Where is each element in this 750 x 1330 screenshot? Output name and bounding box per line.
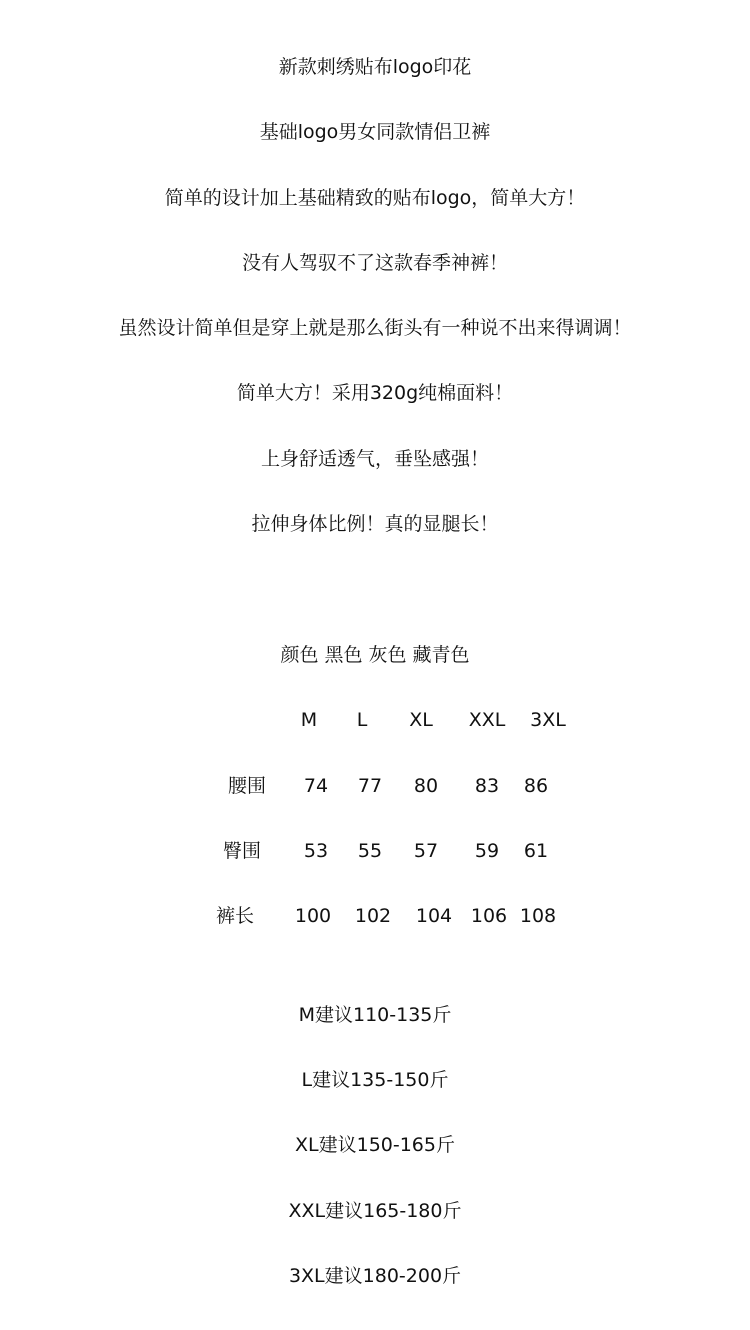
hip-3xl: 61 <box>523 840 549 862</box>
recommendation-l: L建议135-150斤 <box>301 1069 449 1091</box>
intro-line-1: 新款刺绣贴布logo印花 <box>278 56 472 78</box>
hip-xl: 57 <box>413 840 439 862</box>
intro-line-6: 简单大方！采用320g纯棉面料！ <box>236 382 514 404</box>
waist-3xl: 86 <box>523 775 549 797</box>
length-l: 102 <box>354 905 392 927</box>
size-header-xl: XL <box>409 709 433 731</box>
recommendation-xxl: XXL建议165-180斤 <box>288 1200 462 1222</box>
waist-m: 74 <box>303 775 329 797</box>
row-label-length: 裤长 <box>215 905 255 927</box>
waist-xxl: 83 <box>474 775 500 797</box>
length-3xl: 108 <box>519 905 557 927</box>
intro-line-2: 基础logo男女同款情侣卫裤 <box>259 121 491 143</box>
waist-l: 77 <box>357 775 383 797</box>
intro-line-3: 简单的设计加上基础精致的贴布logo，简单大方！ <box>164 187 586 209</box>
row-label-hip: 臀围 <box>222 840 262 862</box>
recommendation-3xl: 3XL建议180-200斤 <box>288 1265 462 1287</box>
size-header-m: M <box>300 709 318 731</box>
length-m: 100 <box>294 905 332 927</box>
waist-xl: 80 <box>413 775 439 797</box>
recommendation-xl: XL建议150-165斤 <box>295 1134 455 1156</box>
intro-line-8: 拉伸身体比例！真的显腿长！ <box>251 513 499 535</box>
hip-l: 55 <box>357 840 383 862</box>
intro-line-7: 上身舒适透气，垂坠感强！ <box>260 448 489 470</box>
size-header-xxl: XXL <box>468 709 506 731</box>
row-label-waist: 腰围 <box>227 775 267 797</box>
length-xxl: 106 <box>470 905 508 927</box>
intro-line-5: 虽然设计简单但是穿上就是那么街头有一种说不出来得调调！ <box>118 317 632 339</box>
recommendation-m: M建议110-135斤 <box>298 1004 452 1026</box>
hip-m: 53 <box>303 840 329 862</box>
colors-line: 颜色 黑色 灰色 藏青色 <box>280 644 470 666</box>
size-header-3xl: 3XL <box>530 709 566 731</box>
length-xl: 104 <box>415 905 453 927</box>
hip-xxl: 59 <box>474 840 500 862</box>
intro-line-4: 没有人驾驭不了这款春季神裤！ <box>241 252 508 274</box>
size-header-l: L <box>356 709 368 731</box>
